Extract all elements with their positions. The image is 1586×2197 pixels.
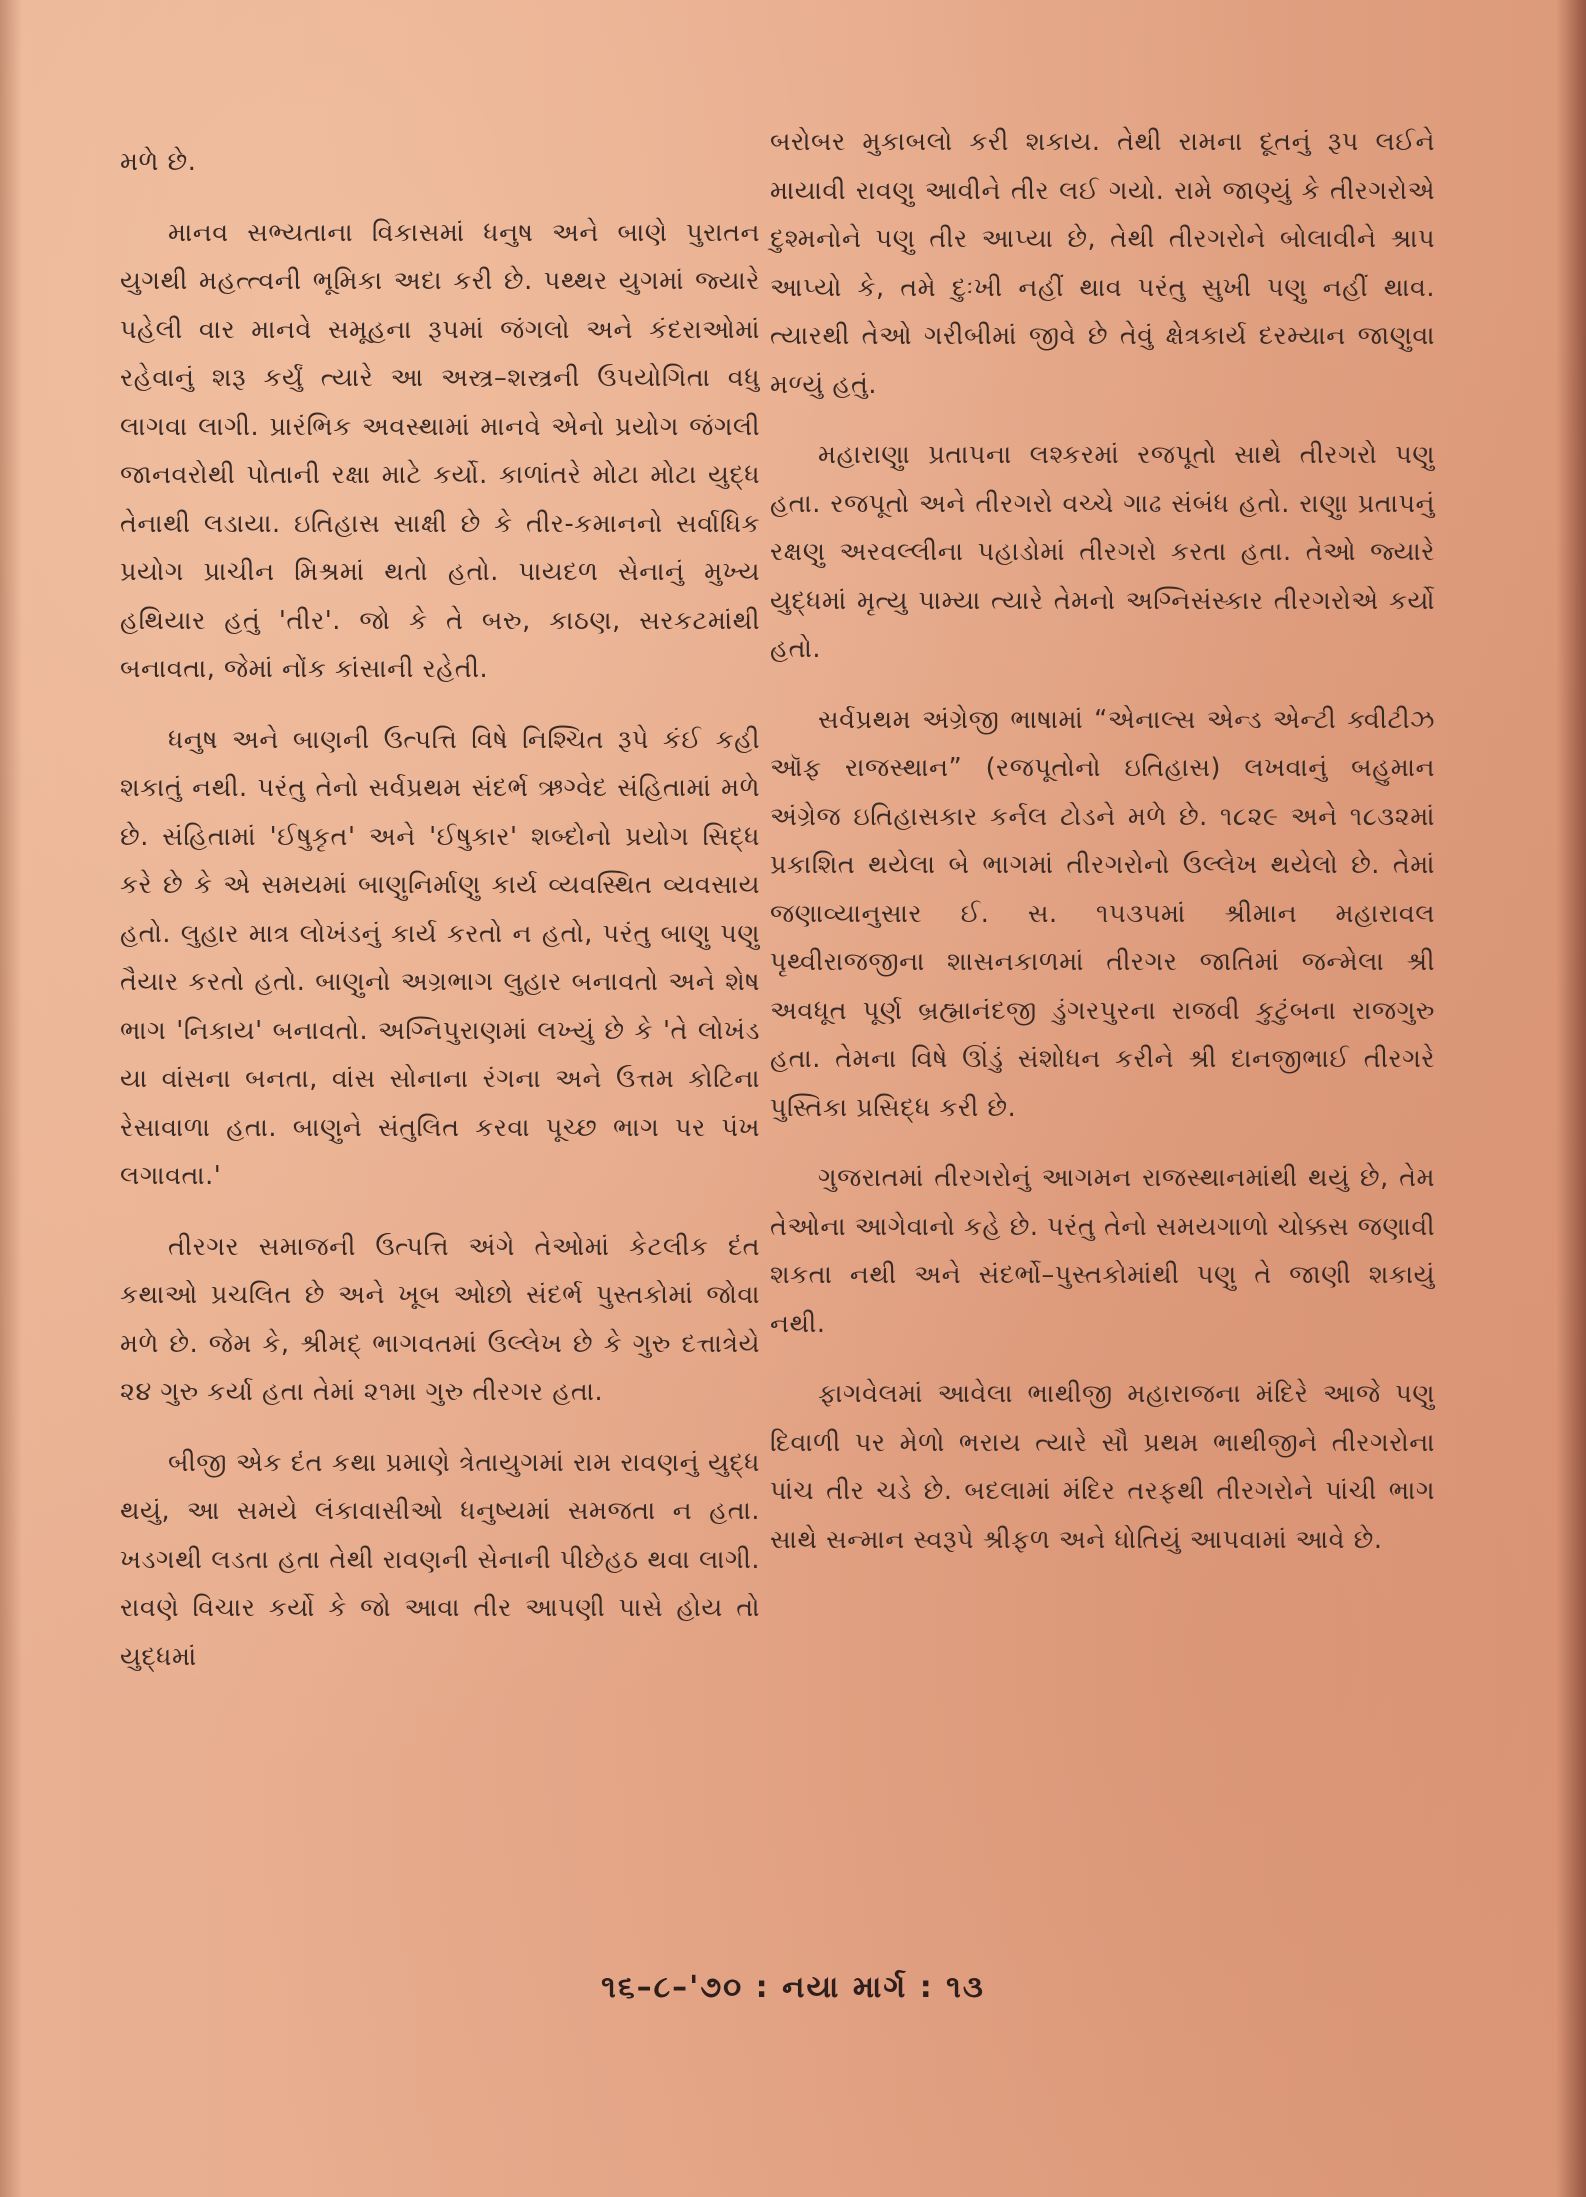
right-text-column xyxy=(770,118,1435,1586)
paragraph: ગુજરાતમાં તીરગરોનું આગમન રાજસ્થાનમાંથી થયું છે, તેમ તેઓના આગેવાનો કહે છે. પરંતુ તેનો સમયગાળો ચોક્કસ જણાવી શકતા નથી અને સંદર્ભો–પુસ્તકોમાંથી પણુ તે જાણી શકાયું નથી. xyxy=(770,1163,1435,1339)
paragraph: બરોબર મુકાબલો કરી શકાય. તેથી રામના દૂતનું રૂપ લઈને માયાવી રાવણુ આવીને તીર લઈ ગયો. રામે જાણ્યું કે તીરગરોએ દુશ્મનોને પણુ તીર આપ્યા છે, તેથી તીરગરોને બોલાવીને શ્રાપ આપ્યો કે, તમે દુઃખી નહીં થાવ પરંતુ સુખી પણુ નહીં થાવ. ત્યારથી તેઓ ગરીબીમાં જીવે છે તેવું ક્ષેત્રકાર્ય દરમ્યાન જાણુવા મળ્યું હતું. xyxy=(770,127,1435,400)
page-footer: ૧૬–૮–'૭૦ : નયા માર્ગ : ૧૩ xyxy=(601,1970,985,2005)
paragraph: માનવ સભ્યતાના વિકાસમાં ધનુષ અને બાણે પુરાતન યુગથી મહત્ત્વની ભૂમિકા અદા કરી છે. પથ્થર યુગમાં જ્યારે પહેલી વાર માનવે સમૂહના રૂપમાં જંગલો અને કંદરાઓમાં રહેવાનું શરૂ કર્યું ત્યારે આ અસ્ત્ર–શસ્ત્રની ઉપયોગિતા વધુ લાગવા લાગી. પ્રારંભિક અવસ્થામાં માનવે એનો પ્રયોગ જંગલી જાનવરોથી પોતાની રક્ષા માટે કર્યો. કાળાંતરે મોટા મોટા યુદ્ધ તેનાથી લડાયા. ઇતિહાસ સાક્ષી છે કે તીર-કમાનનો સર્વાધિક પ્રયોગ પ્રાચીન મિશ્રમાં થતો હતો. પાયદળ સેનાનું મુખ્ય હથિયાર હતું 'તીર'. જો કે તે બરુ, કાઠણ, સરકટમાંથી બનાવતા, જેમાં નોંક કાંસાની રહેતી. xyxy=(120,217,760,684)
paragraph: સર્વપ્રથમ અંગ્રેજી ભાષામાં “એનાલ્સ એન્ડ એન્ટી ક્વીટીઝ ઑફ રાજસ્થાન” (રજપૂતોનો ઇતિહાસ) લખવાનું બહુમાન અંગ્રેજ ઇતિહાસકાર કર્નલ ટોડને મળે છે. ૧૮૨૯ અને ૧૮૩૨માં પ્રકાશિત થયેલા બે ભાગમાં તીરગરોનો ઉલ્લેખ થયેલો છે. તેમાં જણાવ્યાનુસાર ઈ. સ. ૧૫૩૫માં શ્રીમાન મહારાવલ પૃથ્વીરાજજીના શાસનકાળમાં તીરગર જાતિમાં જન્મેલા શ્રી અવધૂત પૂર્ણ બ્રહ્માનંદજી ડુંગરપુરના રાજવી કુટુંબના રાજગુરુ હતા. તેમના વિષે ઊંડું સંશોધન કરીને શ્રી દાનજીભાઈ તીરગરે પુસ્તિકા પ્રસિદ્ધ કરી છે. xyxy=(770,704,1435,1123)
paragraph: ફાગવેલમાં આવેલા ભાથીજી મહારાજના મંદિરે આજે પણુ દિવાળી પર મેળો ભરાય ત્યારે સૌ પ્રથમ ભાથીજીને તીરગરોના પાંચ તીર ચડે છે. બદલામાં મંદિર તરફથી તીરગરોને પાંચી ભાગ સાથે સન્માન સ્વરૂપે શ્રીફળ અને ધોતિયું આપવામાં આવે છે. xyxy=(770,1379,1435,1555)
paragraph: બીજી એક દંત કથા પ્રમાણે ત્રેતાયુગમાં રામ રાવણનું યુદ્ધ થયું, આ સમયે લંકાવાસીઓ ધનુષ્યમાં સમજતા ન હતા. ખડગથી લડતા હતા તેથી રાવણની સેનાની પીછેહઠ થવા લાગી. રાવણે વિચાર કર્યો કે જો આવા તીર આપણી પાસે હોય તો યુદ્ધમાં xyxy=(120,1447,760,1672)
paragraph: મહારાણુા પ્રતાપના લશ્કરમાં રજપૂતો સાથે તીરગરો પણુ હતા. રજપૂતો અને તીરગરો વચ્ચે ગાઢ સંબંધ હતો. રાણુા પ્રતાપનું રક્ષણુ અરવલ્લીના પહાડોમાં તીરગરો કરતા હતા. તેઓ જ્યારે યુદ્ધમાં મૃત્યુ પામ્યા ત્યારે તેમનો અગ્નિસંસ્કાર તીરગરોએ કર્યો હતો. xyxy=(770,440,1435,664)
page-edge-shadow-right xyxy=(1556,0,1586,2197)
paragraph: મળે છે. xyxy=(120,147,197,177)
left-text-column xyxy=(120,138,760,1703)
page-edge-shadow-left xyxy=(0,0,22,2197)
paragraph: ધનુષ અને બાણની ઉત્પત્તિ વિષે નિશ્ચિત રૂપે કંઈ કહી શકાતું નથી. પરંતુ તેનો સર્વપ્રથમ સંદર્ભ ઋગ્વેદ સંહિતામાં મળે છે. સંહિતામાં 'ઈષુકૃત' અને 'ઈષુકાર' શબ્દોનો પ્રયોગ સિદ્ધ કરે છે કે એ સમયમાં બાણુનિર્માણુ કાર્ય વ્યવસ્થિત વ્યવસાય હતો. લુહાર માત્ર લોખંડનું કાર્ય કરતો ન હતો, પરંતુ બાણુ પણુ તૈયાર કરતો હતો. બાણુનો અગ્રભાગ લુહાર બનાવતો અને શેષ ભાગ 'નિકાય' બનાવતો. અગ્નિપુરાણમાં લખ્યું છે કે 'તે લોખંડ યા વાંસના બનતા, વાંસ સોનાના રંગના અને ઉત્તમ કોટિના રેસાવાળા હતા. બાણુને સંતુલિત કરવા પૂચ્છ ભાગ પર પંખ લગાવતા.' xyxy=(120,724,760,1191)
paragraph: તીરગર સમાજની ઉત્પત્તિ અંગે તેઓમાં કેટલીક દંત કથાઓ પ્રચલિત છે અને ખૂબ ઓછો સંદર્ભ પુસ્તકોમાં જોવા મળે છે. જેમ કે, શ્રીમદ્ ભાગવતમાં ઉલ્લેખ છે કે ગુરુ દત્તાત્રેયે ૨૪ ગુરુ કર્યા હતા તેમાં ૨૧મા ગુરુ તીરગર હતા. xyxy=(120,1231,760,1407)
